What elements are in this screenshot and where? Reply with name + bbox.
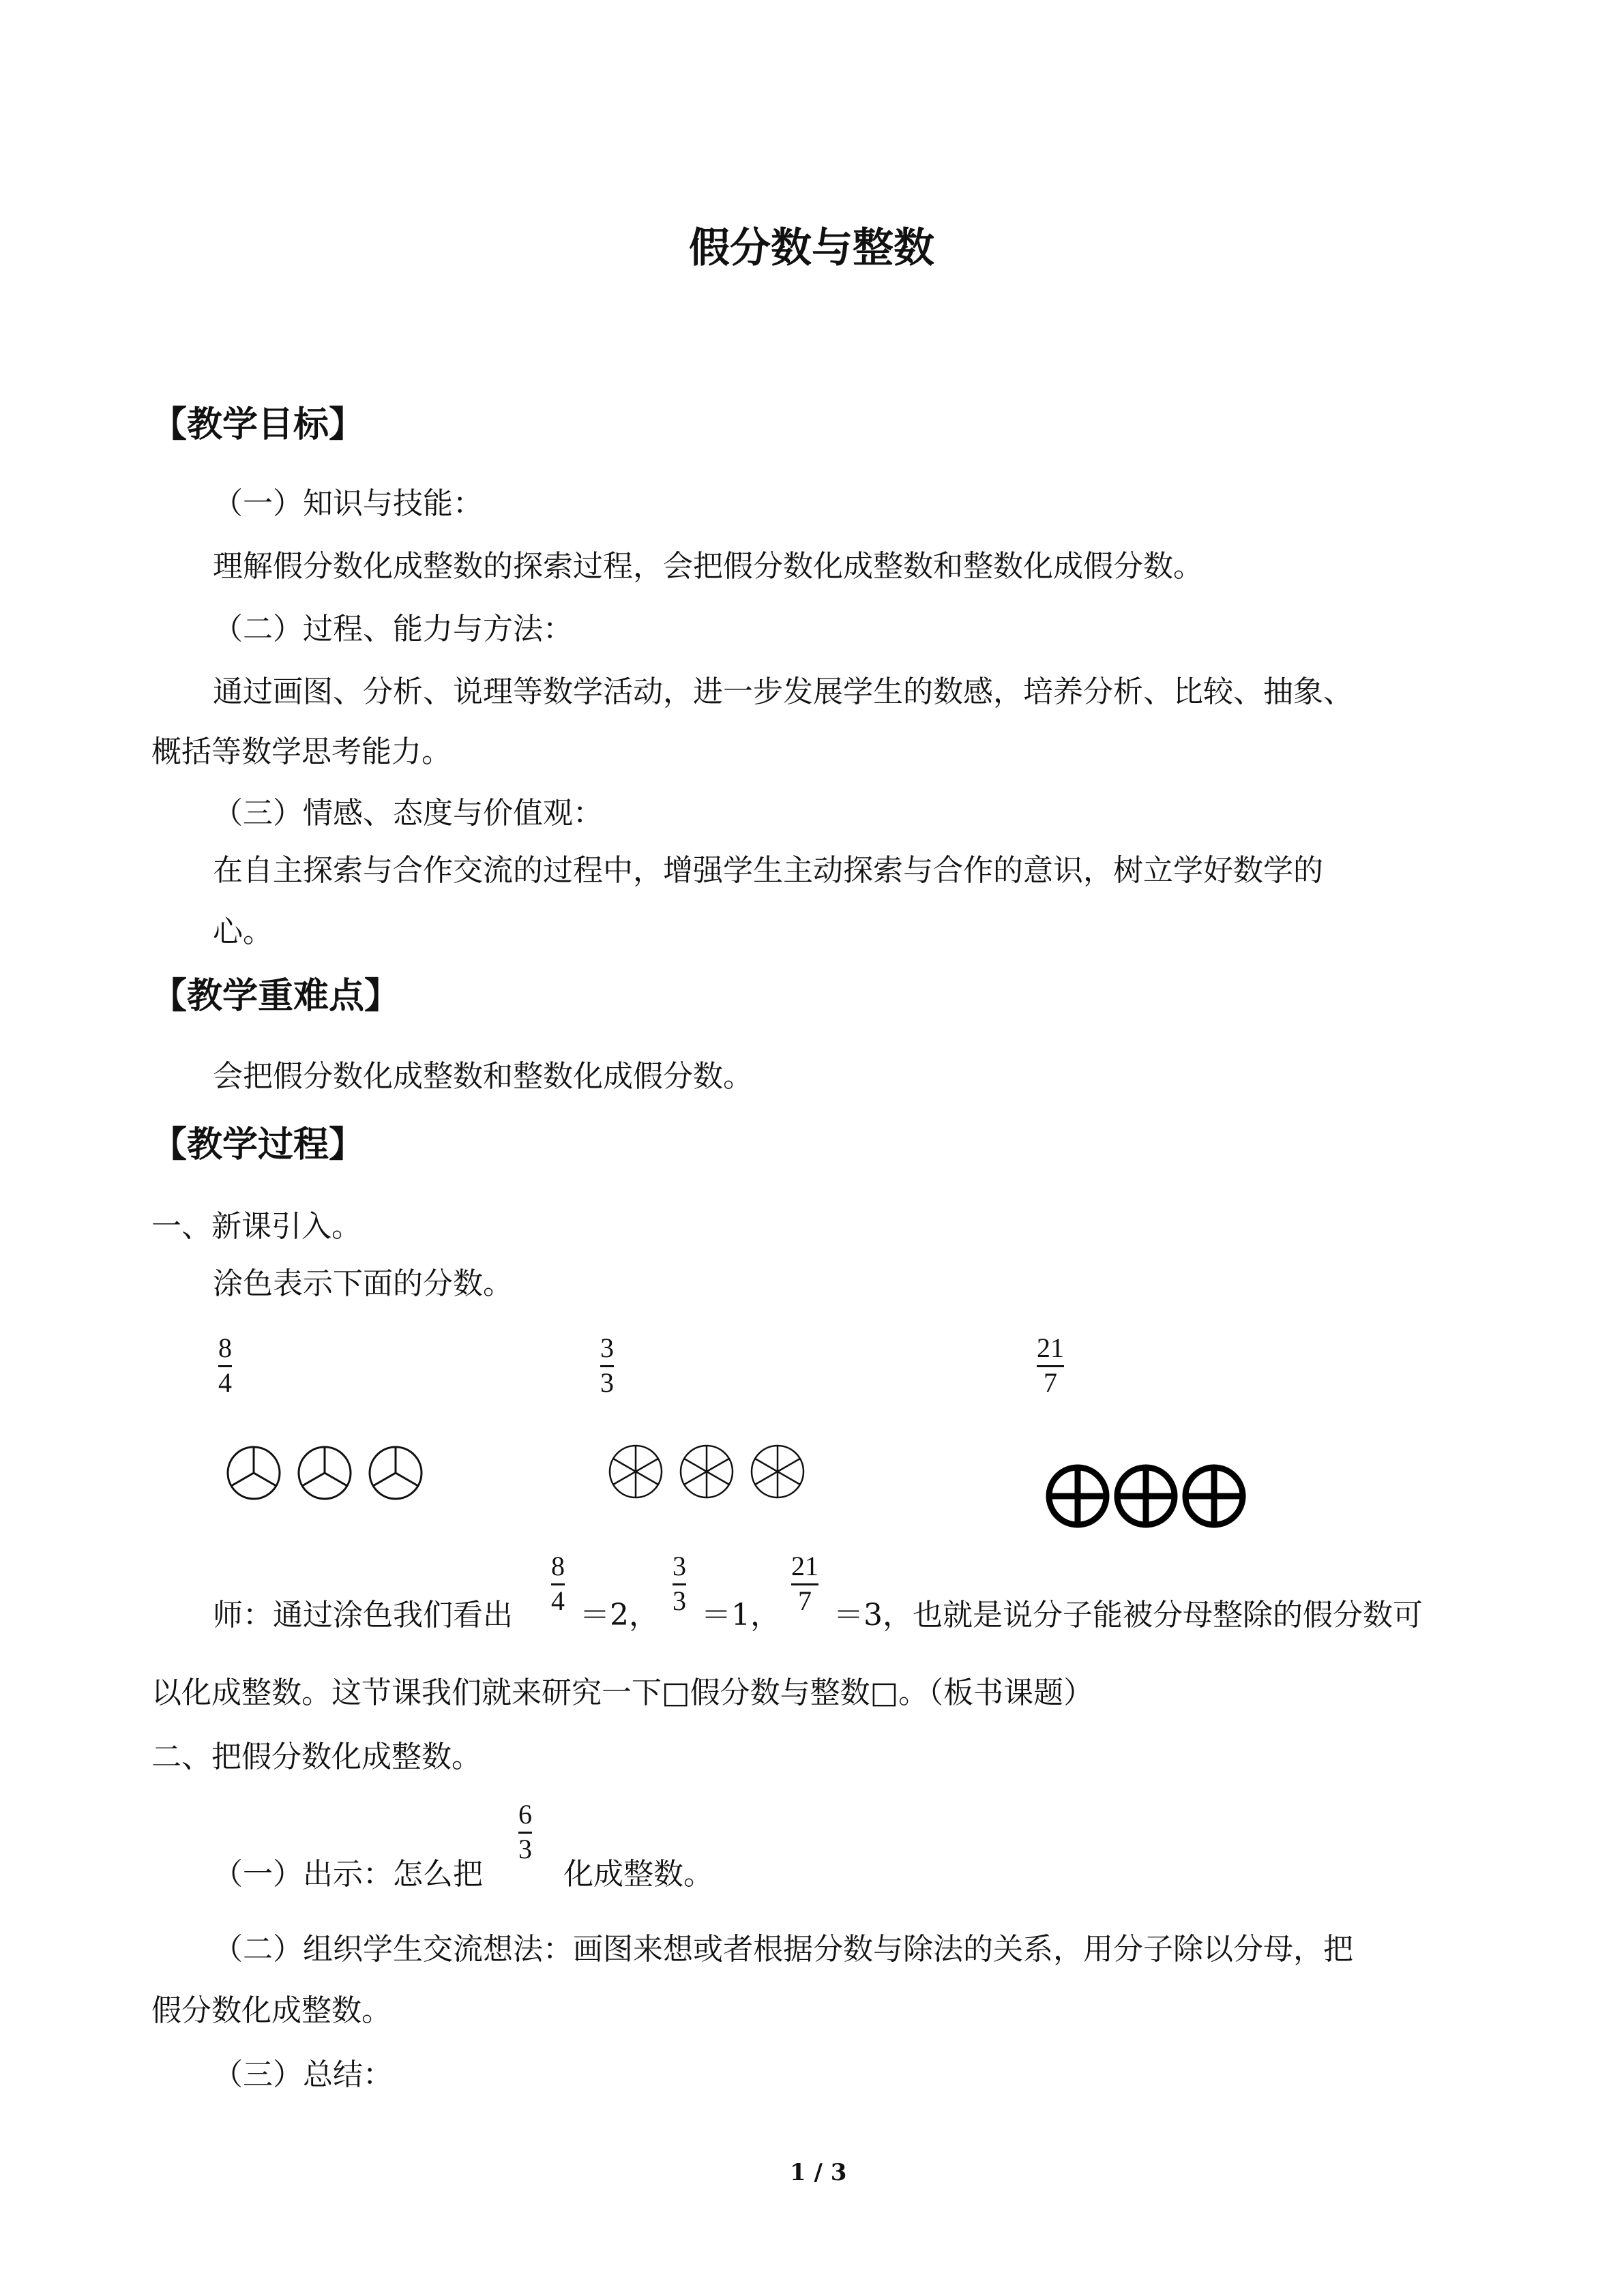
part2-step1-text: （一）出示：怎么把	[213, 1857, 483, 1892]
goal1-text: 理解假分数化成整数的探索过程，会把假分数化成整数和整数化成假分数。	[213, 549, 1203, 584]
denominator: 7	[1044, 1367, 1057, 1398]
circle-sixths-2	[681, 1446, 733, 1497]
teacher-text-line2: 以化成整数。这节课我们就来研究一下□假分数与整数□。（板书课题）	[151, 1675, 1094, 1710]
equation-equals-2: ＝2，	[580, 1598, 659, 1632]
goal3-text-line1: 在自主探索与合作交流的过程中，增强学生主动探索与合作的意识，树立学好数学的	[213, 853, 1323, 888]
circle-thirds-2	[299, 1447, 351, 1499]
key-points-text: 会把假分数化成整数和整数化成假分数。	[213, 1059, 753, 1094]
inline-fraction-6-3: 6 3	[518, 1799, 532, 1864]
circle-quarters-2	[1117, 1467, 1175, 1525]
part1-title: 一、新课引入。	[151, 1209, 361, 1244]
page-number: 1 / 3	[790, 2159, 847, 2186]
circles-quarters-figure	[1044, 1462, 1262, 1530]
page-title: 假分数与整数	[689, 224, 934, 272]
circle-quarters-1	[1049, 1467, 1106, 1525]
goals-heading: 【教学目标】	[151, 404, 365, 445]
denominator: 4	[218, 1367, 232, 1398]
circle-quarters-3	[1185, 1467, 1243, 1525]
teacher-text-part1: 师：通过涂色我们看出	[213, 1598, 513, 1632]
part2-title: 二、把假分数化成整数。	[151, 1740, 482, 1774]
inline-fraction-21-7: 21 7	[791, 1551, 818, 1616]
goal3-label: （三）情感、态度与价值观：	[213, 796, 603, 831]
equation-equals-1: ＝1，	[701, 1598, 780, 1632]
goal2-label: （二）过程、能力与方法：	[213, 612, 573, 646]
equation-equals-3: ＝3，也就是说分子能被分母整除的假分数可	[833, 1598, 1423, 1632]
key-points-heading: 【教学重难点】	[151, 976, 400, 1017]
numerator: 21	[1037, 1332, 1064, 1363]
fraction-21-7	[1037, 1334, 1064, 1397]
circles-thirds-figure	[225, 1444, 430, 1502]
part1-instruction: 涂色表示下面的分数。	[213, 1266, 513, 1301]
goal2-text-line2: 概括等数学思考能力。	[151, 734, 452, 769]
circles-sixths-figure	[607, 1443, 812, 1500]
inline-fraction-3-3: 3 3	[673, 1551, 686, 1616]
goal3-text-line2: 心。	[213, 914, 273, 949]
goal2-text-line1: 通过画图、分析、说理等数学活动，进一步发展学生的数感，培养分析、比较、抽象、	[213, 674, 1353, 709]
fraction-8-4	[218, 1334, 232, 1397]
numerator: 3	[600, 1332, 614, 1363]
circle-sixths-1	[610, 1446, 662, 1497]
inline-fraction-8-4: 8 4	[551, 1551, 565, 1616]
part2-step3: （三）总结：	[213, 2057, 393, 2092]
part2-step1-text-end: 化成整数。	[563, 1857, 713, 1892]
goal1-label: （一）知识与技能：	[213, 486, 483, 521]
circle-thirds-1	[228, 1447, 280, 1499]
circle-sixths-3	[752, 1446, 803, 1497]
process-heading: 【教学过程】	[151, 1124, 365, 1165]
circle-thirds-3	[370, 1447, 422, 1499]
part2-step2-line2: 假分数化成整数。	[151, 1993, 392, 2028]
fraction-3-3	[600, 1334, 614, 1397]
numerator: 8	[218, 1332, 232, 1363]
part2-step2-line1: （二）组织学生交流想法：画图来想或者根据分数与除法的关系，用分子除以分母，把	[213, 1932, 1353, 1967]
denominator: 3	[600, 1367, 614, 1398]
